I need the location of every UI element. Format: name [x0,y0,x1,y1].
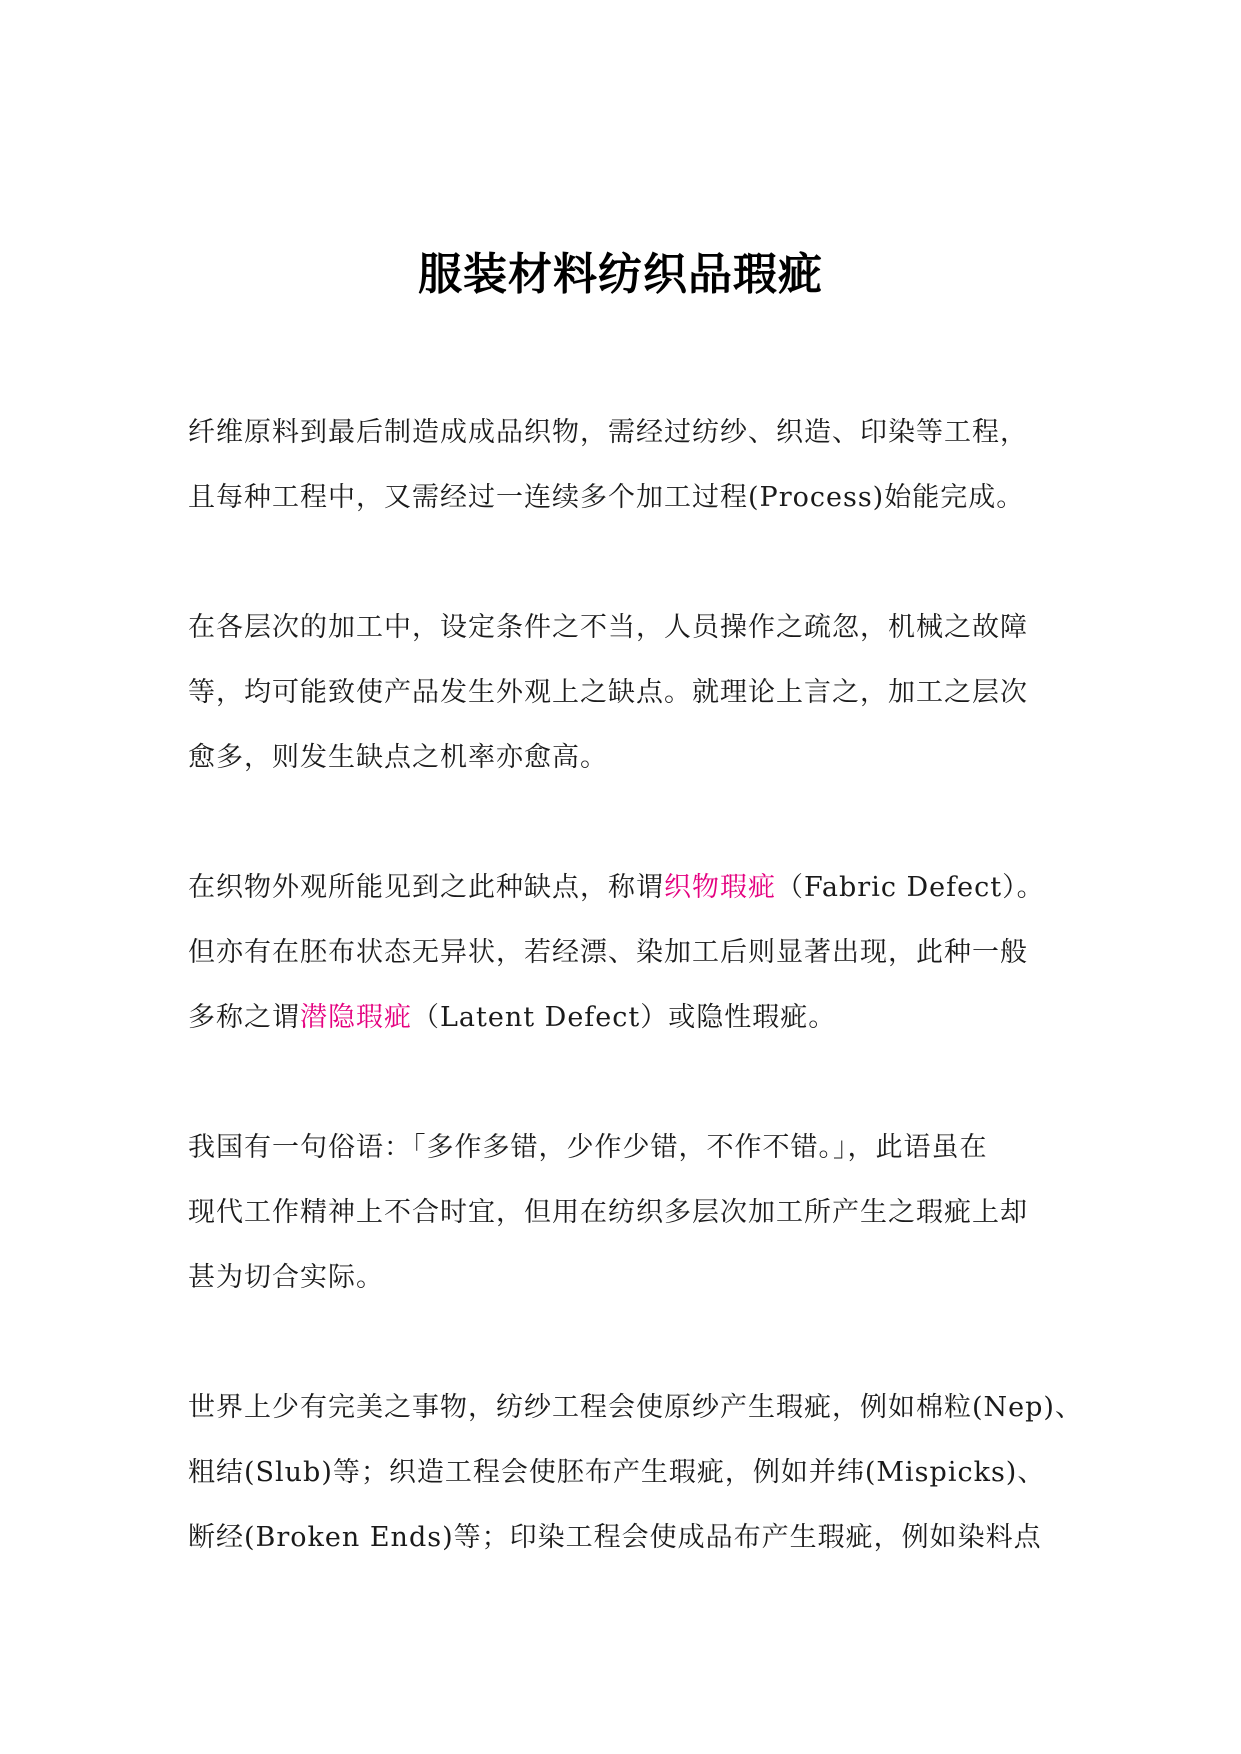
paragraph-line: 愈多，则发生缺点之机率亦愈高。 [188,742,608,773]
paragraph-line: 在各层次的加工中，设定条件之不当，人员操作之疏忽，机械之故障 [188,612,1028,643]
text-run: （Fabric Defect）。 [776,872,1045,903]
text-run: （Latent Defect）或隐性瑕疵。 [412,1002,837,1033]
paragraph-line: 我国有一句俗语：「多作多错，少作少错，不作不错。」，此语虽在 [188,1132,988,1163]
paragraph-line: 纤维原料到最后制造成成品织物，需经过纺纱、织造、印染等工程， [188,417,1028,448]
paragraph-line: 等，均可能致使产品发生外观上之缺点。就理论上言之，加工之层次 [188,677,1028,708]
text-run: 多称之谓 [188,1002,300,1033]
paragraph-line: 甚为切合实际。 [188,1262,384,1293]
paragraph-5 [188,1375,1083,1570]
paragraph-line: 断经(Broken Ends)等；印染工程会使成品布产生瑕疵，例如染料点 [188,1522,1042,1553]
text-run: 在织物外观所能见到之此种缺点，称谓 [188,872,664,903]
paragraph-1 [188,400,1068,530]
paragraph-2 [188,595,1068,790]
highlight-term-fabric-defect: 织物瑕疵 [664,872,776,903]
paragraph-4 [188,1115,1068,1310]
paragraph-line [188,985,1068,1050]
paragraph-line [188,855,1068,920]
document-title: 服装材料纺织品瑕疵 [418,249,823,300]
paragraph-3 [188,855,1068,1050]
paragraph-line: 现代工作精神上不合时宜，但用在纺织多层次加工所产生之瑕疵上却 [188,1197,1028,1228]
paragraph-line: 世界上少有完美之事物，纺纱工程会使原纱产生瑕疵，例如棉粒(Nep)、 [188,1392,1083,1423]
paragraph-line: 粗结(Slub)等；织造工程会使胚布产生瑕疵，例如并纬(Mispicks)、 [188,1457,1046,1488]
paragraph-line: 且每种工程中，又需经过一连续多个加工过程(Process)始能完成。 [188,482,1025,513]
highlight-term-latent-defect: 潜隐瑕疵 [300,1002,412,1033]
paragraph-line: 但亦有在胚布状态无异状，若经漂、染加工后则显著出现，此种一般 [188,937,1028,968]
